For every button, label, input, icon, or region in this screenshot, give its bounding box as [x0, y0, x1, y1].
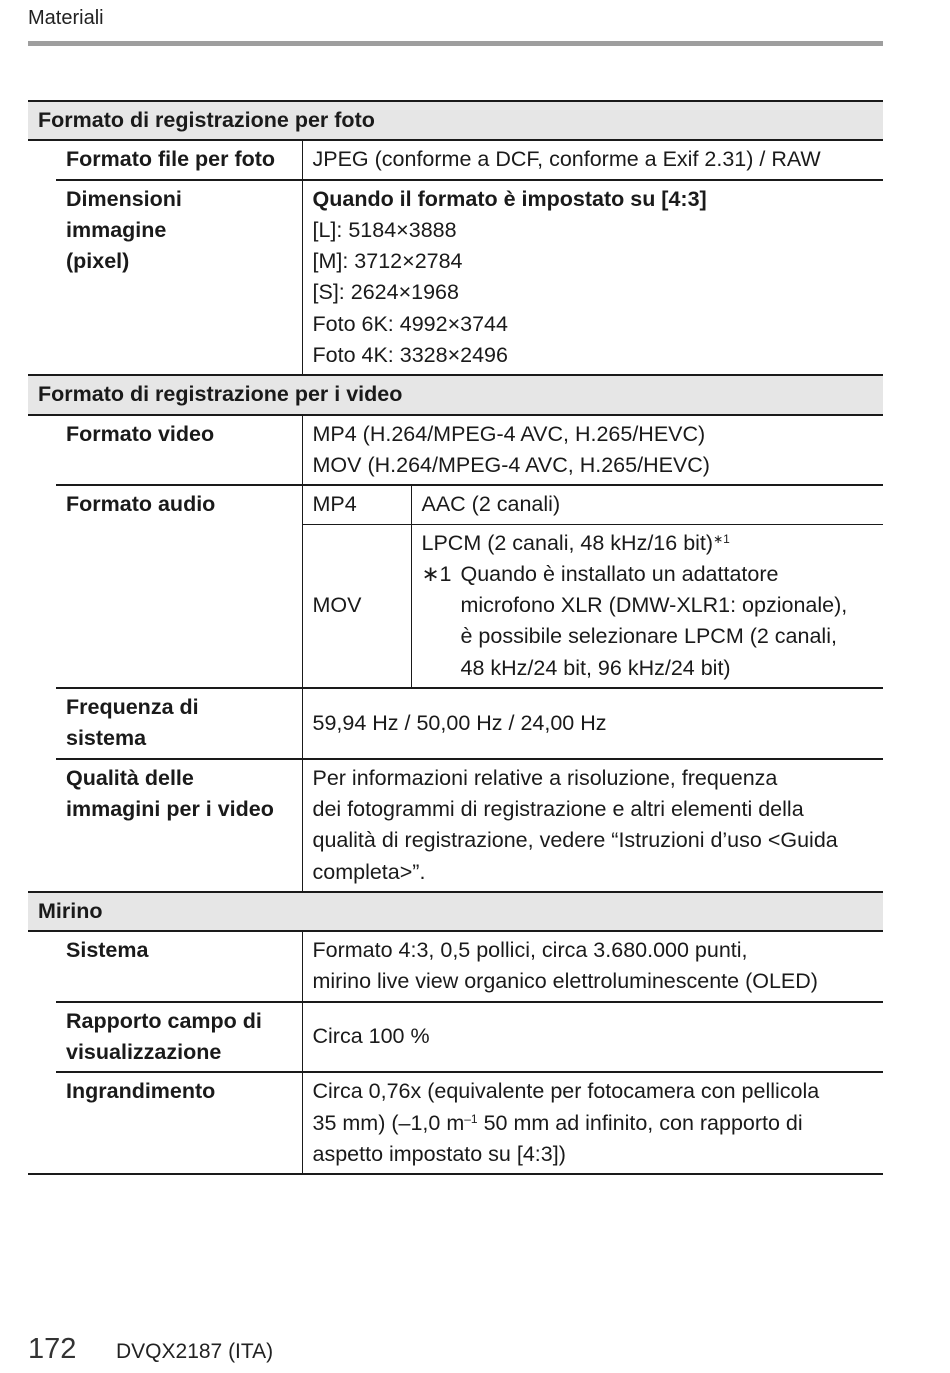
audio-container-mov: MOV [312, 593, 362, 618]
footnote-marker: ∗1 [421, 561, 452, 586]
video-quality-value: Per informazioni relative a risoluzione, frequenza dei fotogrammi di registrazione e altri elementi della qualità di registrazione, vedere “Istruzioni d’uso <Guida completa>”. [302, 759, 883, 892]
viewfinder-system-label: Sistema [56, 931, 302, 1002]
video-section-title: Formato di registrazione per i video [28, 375, 883, 414]
photo-section-title: Formato di registrazione per foto [28, 101, 883, 140]
audio-container-mp4: MP4 [303, 486, 412, 524]
image-size-item: [M]: 3712×2784 [312, 249, 463, 274]
video-format-label: Formato video [56, 415, 302, 486]
image-size-item: [S]: 2624×1968 [312, 280, 459, 305]
system-frequency-label: Frequenza di sistema [56, 688, 302, 759]
system-frequency-value: 59,94 Hz / 50,00 Hz / 24,00 Hz [302, 688, 883, 759]
photo-section-header [28, 101, 883, 140]
specifications-table [28, 100, 883, 1175]
spec-row-viewfinder-system [28, 931, 883, 1002]
photo-file-format-value: JPEG (conforme a DCF, conforme a Exif 2.31) / RAW [302, 140, 883, 179]
spec-row-video-quality [28, 759, 883, 892]
audio-format-subtable [303, 486, 884, 687]
field-of-view-label: Rapporto campo di visualizzazione [56, 1002, 302, 1073]
viewfinder-system-value: Formato 4:3, 0,5 pollici, circa 3.680.000 punti, mirino live view organico elettroluminescente (OLED) [302, 931, 883, 1002]
image-size-label: Dimensioni immagine (pixel) [66, 186, 182, 274]
viewfinder-section-title: Mirino [28, 892, 883, 931]
image-size-item: Foto 6K: 4992×3744 [312, 311, 508, 336]
page-number: 172 [28, 1333, 77, 1365]
magnification-value: Circa 0,76x (equivalente per fotocamera con pellicola 35 mm) (–1,0 $m^{-1}$ 50 mm ad infinito, con rapporto di aspetto impostato su [4:3]) [302, 1072, 883, 1174]
viewfinder-section-header [28, 892, 883, 931]
image-size-item: [L]: 5184×3888 [312, 217, 457, 242]
audio-codec-mov: LPCM (2 canali, 48 kHz/16 bit)$^{∗1}$ ∗1 Quando è installato un adattatore microfono XLR (DMW-XLR1: opzionale), è possibile selezionare LPCM (2 canali, 48 kHz/24 bit, 96 kHz/24 bit) [411, 524, 883, 687]
spec-row-image-size [28, 180, 883, 376]
image-size-heading: Quando il formato è impostato su [4:3] [312, 186, 707, 211]
document-code: DVQX2187 (ITA) [116, 1340, 274, 1363]
audio-format-label: Formato audio [56, 485, 302, 688]
section-label: Materiali [28, 7, 104, 29]
image-size-item: Foto 4K: 3328×2496 [312, 343, 508, 368]
video-format-value: MP4 (H.264/MPEG-4 AVC, H.265/HEVC) MOV (H.264/MPEG-4 AVC, H.265/HEVC) [302, 415, 883, 486]
video-quality-label: Qualità delle immagini per i video [66, 765, 274, 821]
field-of-view-value: Circa 100 % [302, 1002, 883, 1073]
photo-file-format-label: Formato file per foto [56, 140, 302, 179]
spec-row-audio-format [28, 485, 883, 688]
video-section-header [28, 375, 883, 414]
spec-row-magnification [28, 1072, 883, 1174]
audio-format-value [302, 485, 883, 688]
spec-row-system-frequency [28, 688, 883, 759]
audio-codec-mp4: AAC (2 canali) [411, 486, 883, 524]
magnification-label: Ingrandimento [56, 1072, 302, 1174]
image-size-value [302, 180, 883, 376]
spec-row-video-format [28, 415, 883, 486]
footnote-ref: ∗1 [713, 531, 730, 546]
header-rule [28, 41, 883, 46]
footnote: ∗1 Quando è installato un adattatore microfono XLR (DMW-XLR1: opzionale), è possibile selezionare LPCM (2 canali, 48 kHz/24 bit, 96 kHz/24 bit) [422, 559, 874, 684]
spec-row-field-of-view [28, 1002, 883, 1073]
spec-row-photo-file-format [28, 140, 883, 179]
